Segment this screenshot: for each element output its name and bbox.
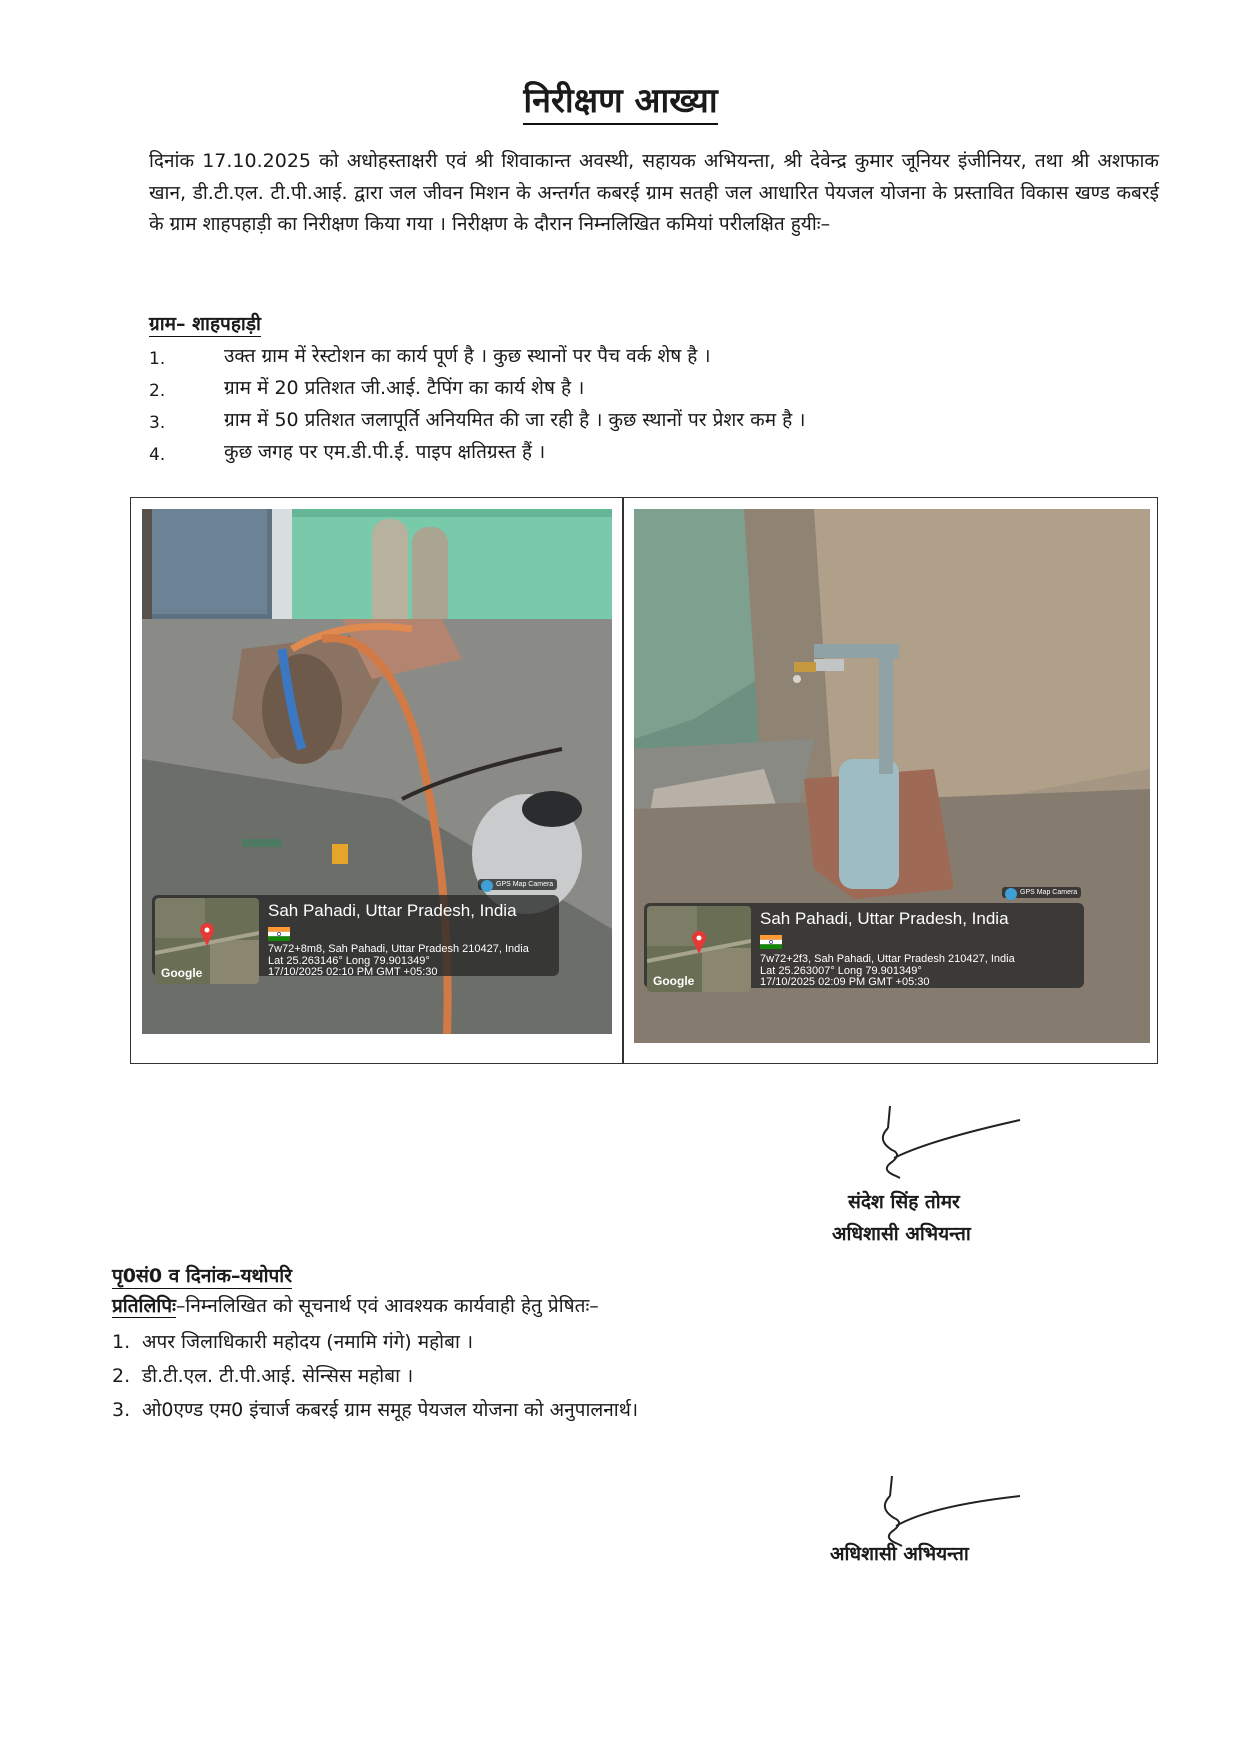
copy-number: 1. <box>112 1331 131 1353</box>
copy-item <box>112 1364 413 1388</box>
gps-badge: GPS Map Camera <box>478 879 557 890</box>
finding-number: 3. <box>149 413 166 433</box>
gps-place: Sah Pahadi, Uttar Pradesh, India <box>760 909 1009 928</box>
page-title-text: निरीक्षण आख्या <box>523 81 717 125</box>
finding-number: 2. <box>149 381 166 401</box>
copy-recipient: ओ0एण्ड एम0 इंचार्ज कबरई ग्राम समूह पेयजल योजना को अनुपालनार्थ। <box>142 1399 639 1421</box>
village-heading: ग्राम– शाहपहाड़ी <box>149 313 261 335</box>
gps-latlong: Lat 25.263007° Long 79.901349° <box>760 965 922 977</box>
gps-camera-icon <box>1005 888 1017 900</box>
gps-timestamp: 17/10/2025 02:10 PM GMT +05:30 <box>268 966 438 978</box>
intro-paragraph: दिनांक 17.10.2025 को अधोहस्ताक्षरी एवं श्री शिवाकान्त अवस्थी, सहायक अभियन्ता, श्री देवेन्द्र कुमार जूनियर इंजीनियर, तथा श्री अशफाक खान, डी.टी.एल. टी.पी.आई. द्वारा जल जीवन मिशन के अन्तर्गत कबरई ग्राम सतही जल आधारित पेयजल योजना के प्रस्तावित विकास खण्ड कबरई के ग्राम शाहपहाड़ी का निरीक्षण किया गया । निरीक्षण के दौरान निम्नलिखित कमियां परीलक्षित हुयीः– <box>149 150 1159 235</box>
finding-number: 1. <box>149 349 166 369</box>
gps-badge: GPS Map Camera <box>1002 887 1081 898</box>
google-logo: Google <box>161 966 203 980</box>
india-flag-icon <box>268 927 290 941</box>
finding-text: ग्राम में 20 प्रतिशत जी.आई. टैपिंग का कार्य शेष है । <box>224 377 585 399</box>
copy-text: –निम्नलिखित को सूचनार्थ एवं आवश्यक कार्यवाही हेतु प्रेषितः– <box>175 1295 599 1317</box>
signatory-name: संदेश सिंह तोमर <box>848 1191 960 1213</box>
signatory-designation: अधिशासी अभियन्ता <box>832 1223 971 1245</box>
site-photo-1 <box>142 509 612 1034</box>
gps-address: 7w72+2f3, Sah Pahadi, Uttar Pradesh 210427, India <box>760 953 1015 965</box>
photo-divider <box>622 498 624 1063</box>
gps-info-card <box>152 895 559 980</box>
india-flag-icon <box>760 935 782 949</box>
page-title <box>0 76 1241 122</box>
reference-heading: पृ0सं0 व दिनांक–यथोपरि <box>112 1265 293 1287</box>
copy-item <box>112 1398 638 1422</box>
google-logo: Google <box>653 974 695 988</box>
gps-camera-icon <box>481 880 493 892</box>
mini-map <box>155 898 259 984</box>
finding-text: उक्त ग्राम में रेस्टोशन का कार्य पूर्ण है । कुछ स्थानों पर पैच वर्क शेष है । <box>224 345 711 367</box>
copy-number: 3. <box>112 1399 131 1421</box>
photo-table <box>130 497 1158 1064</box>
mini-map <box>647 906 751 992</box>
gps-address: 7w72+8m8, Sah Pahadi, Uttar Pradesh 210427, India <box>268 943 529 955</box>
copy-label: प्रतिलिपिः <box>112 1295 176 1317</box>
gps-latlong: Lat 25.263146° Long 79.901349° <box>268 955 430 967</box>
signatory-designation-copy: अधिशासी अभियन्ता <box>830 1543 969 1565</box>
gps-timestamp: 17/10/2025 02:09 PM GMT +05:30 <box>760 976 930 988</box>
gps-place: Sah Pahadi, Uttar Pradesh, India <box>268 901 517 920</box>
finding-number: 4. <box>149 445 166 465</box>
copy-number: 2. <box>112 1365 131 1387</box>
copy-item <box>112 1330 473 1354</box>
copy-recipient: डी.टी.एल. टी.पी.आई. सेन्सिस महोबा । <box>142 1365 414 1387</box>
finding-text: ग्राम में 50 प्रतिशत जलापूर्ति अनियमित की जा रही है । कुछ स्थानों पर प्रेशर कम है । <box>224 409 806 431</box>
site-photo-2 <box>634 509 1150 1043</box>
copy-recipient: अपर जिलाधिकारी महोदय (नमामि गंगे) महोबा । <box>142 1331 474 1353</box>
gps-info-card <box>644 903 1084 988</box>
finding-text: कुछ जगह पर एम.डी.पी.ई. पाइप क्षतिग्रस्त हैं । <box>224 441 546 463</box>
copy-line <box>112 1294 599 1318</box>
